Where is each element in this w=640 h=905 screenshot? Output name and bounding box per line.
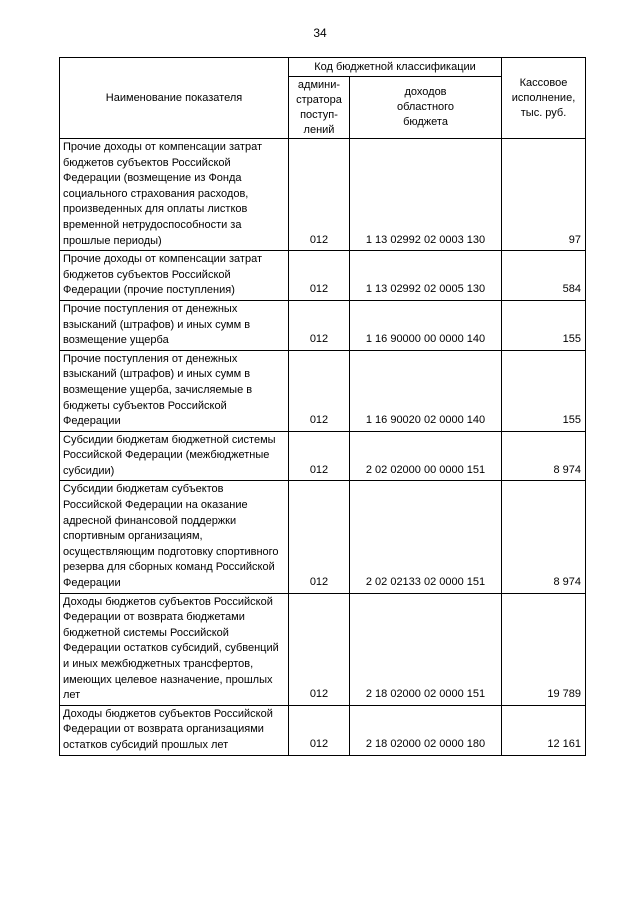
header-name: Наименование показателя [60,58,289,139]
table-row [60,593,586,705]
row-amount: 155 [502,350,586,431]
row-amount: 155 [502,300,586,350]
page-number: 34 [313,26,327,40]
header-cash-execution: Кассовое исполнение, тыс. руб. [502,58,586,139]
row-budget-code: 1 13 02992 02 0005 130 [350,251,502,301]
row-name: Доходы бюджетов субъектов Российской Федерации от возврата организациями остатков субсидий прошлых лет [60,705,289,755]
row-budget-code: 1 16 90020 02 0000 140 [350,350,502,431]
row-budget-code: 2 18 02000 02 0000 151 [350,593,502,705]
row-budget-code: 2 18 02000 02 0000 180 [350,705,502,755]
row-budget-code: 2 02 02000 00 0000 151 [350,431,502,481]
header-budget-code-group: Код бюджетной классификации [289,58,502,77]
row-amount: 12 161 [502,705,586,755]
row-admin-code: 012 [289,481,350,593]
row-amount: 8 974 [502,481,586,593]
table-header [60,58,586,139]
table-body [60,139,586,756]
table-row [60,705,586,755]
row-name: Субсидии бюджетам бюджетной системы Российской Федерации (межбюджетные субсидии) [60,431,289,481]
table-row [60,300,586,350]
table-row [60,481,586,593]
row-amount: 584 [502,251,586,301]
row-budget-code: 1 13 02992 02 0003 130 [350,139,502,251]
row-name: Прочие поступления от денежных взысканий (штрафов) и иных сумм в возмещение ущерба [60,300,289,350]
row-admin-code: 012 [289,705,350,755]
header-revenue: доходов областного бюджета [350,77,502,139]
row-name: Прочие поступления от денежных взысканий (штрафов) и иных сумм в возмещение ущерба, зачисляемые в бюджеты субъектов Российской Федерации [60,350,289,431]
row-amount: 19 789 [502,593,586,705]
row-admin-code: 012 [289,139,350,251]
table-row [60,350,586,431]
budget-revenue-table [59,57,586,756]
table-row [60,251,586,301]
header-administrator: админи- стратора поступ- лений [289,77,350,139]
row-name: Доходы бюджетов субъектов Российской Федерации от возврата бюджетами бюджетной системы Российской Федерации остатков субсидий, субвенций и иных межбюджетных трансфертов, имеющих целевое назначение, прошлых лет [60,593,289,705]
row-admin-code: 012 [289,251,350,301]
row-admin-code: 012 [289,593,350,705]
row-budget-code: 2 02 02133 02 0000 151 [350,481,502,593]
row-budget-code: 1 16 90000 00 0000 140 [350,300,502,350]
row-admin-code: 012 [289,300,350,350]
row-name: Прочие доходы от компенсации затрат бюджетов субъектов Российской Федерации (прочие поступления) [60,251,289,301]
table-row [60,431,586,481]
table-row [60,139,586,251]
row-amount: 97 [502,139,586,251]
row-name: Субсидии бюджетам субъектов Российской Федерации на оказание адресной финансовой поддержки спортивным организациям, осуществляющим подготовку спортивного резерва для сборных команд Российской Федерации [60,481,289,593]
row-name: Прочие доходы от компенсации затрат бюджетов субъектов Российской Федерации (возмещение из Фонда социального страхования расходов, произведенных для оплаты листков временной нетрудоспособности за прошлые периоды) [60,139,289,251]
row-amount: 8 974 [502,431,586,481]
row-admin-code: 012 [289,350,350,431]
row-admin-code: 012 [289,431,350,481]
